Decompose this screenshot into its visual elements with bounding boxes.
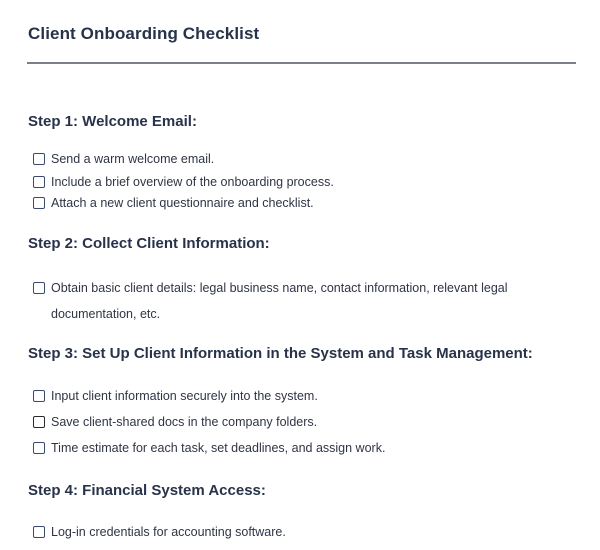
checkbox[interactable] — [33, 197, 45, 209]
checklist-item[interactable] — [33, 388, 318, 404]
checklist-item-label: Obtain basic client details: legal business name, contact information, relevant legal documentation, etc. — [51, 281, 508, 321]
checkbox[interactable] — [33, 282, 45, 294]
checkbox[interactable] — [33, 416, 45, 428]
title-divider — [27, 62, 576, 64]
checkbox[interactable] — [33, 176, 45, 188]
section-heading-step-1: Step 1: Welcome Email: — [28, 113, 197, 130]
checkbox[interactable] — [33, 390, 45, 402]
page-title: Client Onboarding Checklist — [28, 24, 260, 43]
section-heading-step-4: Step 4: Financial System Access: — [28, 482, 266, 499]
checklist-item[interactable] — [33, 195, 314, 211]
checklist-item-label: Input client information securely into the system. — [51, 389, 318, 403]
checklist-item-label: Log-in credentials for accounting software. — [51, 525, 286, 539]
checklist-item[interactable] — [33, 414, 317, 430]
checklist-item-label: Attach a new client questionnaire and checklist. — [51, 196, 314, 210]
section-heading-step-2: Step 2: Collect Client Information: — [28, 235, 270, 252]
checklist-item-label: Save client-shared docs in the company folders. — [51, 415, 318, 429]
checklist-item-label: Time estimate for each task, set deadlines, and assign work. — [51, 441, 386, 455]
checklist-item[interactable] — [33, 174, 334, 190]
checkbox[interactable] — [33, 526, 45, 538]
section-heading-step-3: Step 3: Set Up Client Information in the System and Task Management: — [28, 345, 533, 362]
checklist-item[interactable] — [33, 524, 286, 540]
checklist-item-label: Include a brief overview of the onboarding process. — [51, 175, 334, 189]
checkbox[interactable] — [33, 153, 45, 165]
checklist-item-label: Send a warm welcome email. — [51, 152, 215, 166]
checklist-item[interactable] — [33, 151, 214, 167]
checklist-item[interactable] — [33, 440, 385, 456]
checklist-item[interactable] — [33, 280, 561, 327]
checkbox[interactable] — [33, 442, 45, 454]
